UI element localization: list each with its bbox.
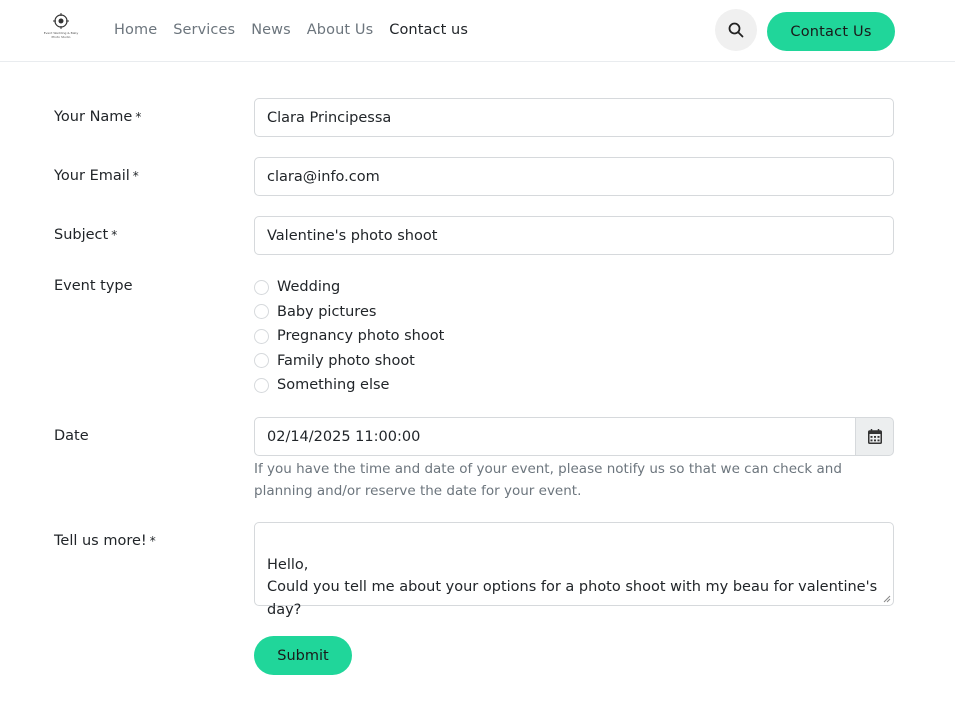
name-input-value: Clara Principessa	[267, 109, 392, 126]
event-type-option-family[interactable]	[254, 349, 444, 374]
date-input[interactable]	[254, 417, 856, 456]
search-icon	[728, 22, 744, 38]
message-label	[54, 531, 156, 551]
name-label-text: Your Name	[54, 109, 133, 125]
nav-news[interactable]: News	[251, 22, 291, 38]
nav-home[interactable]: Home	[114, 22, 158, 38]
contact-us-button[interactable]: Contact Us	[767, 12, 895, 51]
radio-label[interactable]: Baby pictures	[277, 303, 377, 320]
event-type-label: Event type	[54, 278, 133, 294]
main-nav	[114, 20, 484, 40]
subject-input-value: Valentine's photo shoot	[267, 227, 438, 244]
event-type-option-wedding[interactable]	[254, 275, 444, 300]
required-marker: *	[135, 110, 142, 124]
event-type-option-pregnancy[interactable]	[254, 324, 444, 349]
top-navbar	[0, 0, 955, 62]
event-type-option-something-else[interactable]	[254, 373, 444, 398]
subject-label-text: Subject	[54, 227, 109, 243]
radio-button[interactable]	[254, 329, 269, 344]
radio-label[interactable]: Wedding	[277, 279, 341, 296]
resize-handle-icon[interactable]	[883, 595, 891, 603]
name-input[interactable]	[254, 98, 894, 137]
email-label	[54, 166, 139, 186]
radio-label[interactable]: Pregnancy photo shoot	[277, 328, 445, 345]
calendar-icon	[868, 429, 882, 444]
email-input-value: clara@info.com	[267, 168, 380, 185]
search-button[interactable]	[715, 9, 757, 51]
required-marker: *	[132, 169, 139, 183]
subject-input[interactable]	[254, 216, 894, 255]
calendar-button[interactable]	[855, 417, 894, 456]
radio-label[interactable]: Family photo shoot	[277, 352, 415, 369]
event-type-radio-group	[254, 275, 444, 398]
email-label-text: Your Email	[54, 168, 130, 184]
radio-label[interactable]: Something else	[277, 377, 390, 394]
date-help-text: If you have the time and date of your event, please notify us so that we can check and planning and/or reserve the date for your event.	[254, 461, 842, 499]
message-label-text: Tell us more!	[54, 533, 147, 549]
date-label: Date	[54, 428, 89, 444]
nav-services[interactable]: Services	[173, 22, 236, 38]
subject-label	[54, 225, 117, 245]
logo-text: Event Wedding & Baby Photo Studio	[43, 31, 79, 39]
email-input[interactable]	[254, 157, 894, 196]
required-marker: *	[111, 228, 118, 242]
radio-button[interactable]	[254, 353, 269, 368]
radio-button[interactable]	[254, 280, 269, 295]
site-logo[interactable]	[42, 13, 80, 45]
submit-button[interactable]: Submit	[254, 636, 352, 675]
message-textarea[interactable]	[254, 522, 894, 618]
radio-button[interactable]	[254, 378, 269, 393]
nav-about-us[interactable]: About Us	[306, 22, 374, 38]
required-marker: *	[149, 534, 156, 548]
date-input-value: 02/14/2025 11:00:00	[267, 428, 421, 445]
message-textarea-value: Hello, Could you tell me about your options for a photo shoot with my beau for valentine's day?	[267, 556, 878, 618]
event-type-option-baby-pictures[interactable]	[254, 300, 444, 325]
name-label	[54, 107, 141, 127]
radio-button[interactable]	[254, 304, 269, 319]
nav-contact-us[interactable]: Contact us	[389, 22, 469, 38]
logo-emblem-icon	[53, 13, 69, 29]
